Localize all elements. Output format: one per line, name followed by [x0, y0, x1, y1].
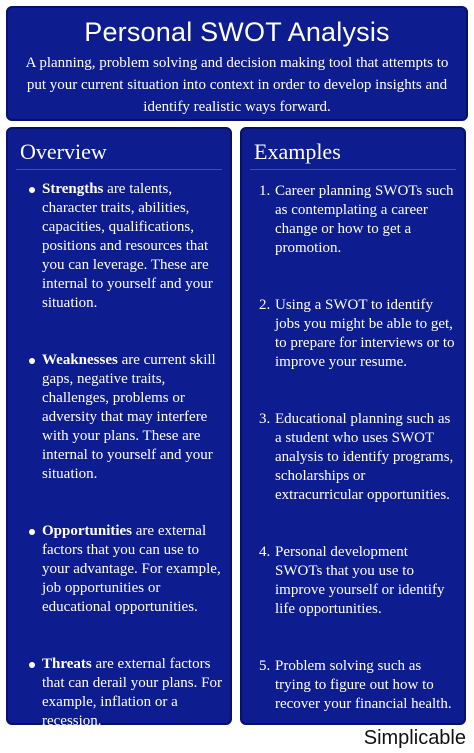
example-text: Using a SWOT to identify jobs you might be able to get, to prepare for interviews or to improve your resume.	[275, 297, 455, 370]
overview-text: are external factors that you can use to your advantage. For example, job opportunities or educational opportunities.	[42, 523, 221, 615]
overview-item-threats	[42, 655, 224, 731]
examples-list	[242, 182, 464, 714]
example-item	[259, 543, 456, 619]
example-item	[259, 657, 456, 714]
overview-list	[8, 180, 230, 731]
overview-item-strengths	[42, 180, 224, 313]
bullet-icon	[29, 529, 35, 535]
overview-item-opportunities	[42, 522, 224, 617]
overview-term: Threats	[42, 656, 92, 672]
example-text: Educational planning such as a student who uses SWOT analysis to identify programs, scholarships or extracurricular opportunities.	[275, 411, 454, 503]
overview-text: are external factors that can derail your plans. For example, inflation or a recession.	[42, 656, 222, 729]
bullet-icon	[29, 358, 35, 364]
overview-text: are current skill gaps, negative traits, challenges, problems or adversity that may interfere with your plans. These are internal to yourself and your situation.	[42, 352, 216, 482]
overview-term: Strengths	[42, 181, 104, 197]
example-number: 1.	[259, 183, 271, 199]
overview-heading: Overview	[20, 139, 107, 164]
overview-item-weaknesses	[42, 351, 224, 484]
overview-text: are talents, character traits, abilities, capacities, qualifications, positions and resources that you can leverage. These are internal to yourself and your situation.	[42, 181, 213, 311]
example-number: 4.	[259, 544, 271, 560]
page-title: Personal SWOT Analysis	[84, 17, 390, 47]
examples-heading: Examples	[254, 139, 341, 164]
example-text: Personal development SWOTs that you use to improve yourself or identify life opportunities.	[275, 544, 445, 617]
example-item	[259, 410, 456, 505]
example-item	[259, 296, 456, 372]
bullet-icon	[29, 187, 35, 193]
bullet-icon	[29, 662, 35, 668]
overview-divider	[16, 169, 222, 170]
example-number: 3.	[259, 411, 271, 427]
overview-panel	[6, 127, 232, 729]
overview-term: Weaknesses	[42, 352, 118, 368]
brand-logo: Simplicable	[363, 727, 466, 749]
examples-divider	[250, 169, 456, 170]
examples-panel	[240, 127, 466, 725]
header-panel	[6, 6, 468, 121]
example-number: 2.	[259, 297, 271, 313]
overview-term: Opportunities	[42, 523, 133, 539]
example-number: 5.	[259, 658, 271, 674]
example-text: Career planning SWOTs such as contemplating a career change or how to get a promotion.	[275, 183, 454, 256]
example-item	[259, 182, 456, 258]
page-subtitle: A planning, problem solving and decision making tool that attempts to put your current situation into context in order to develop insights and identify realistic ways forward.	[25, 55, 449, 115]
example-text: Problem solving such as trying to figure out how to recover your financial health.	[275, 658, 452, 712]
